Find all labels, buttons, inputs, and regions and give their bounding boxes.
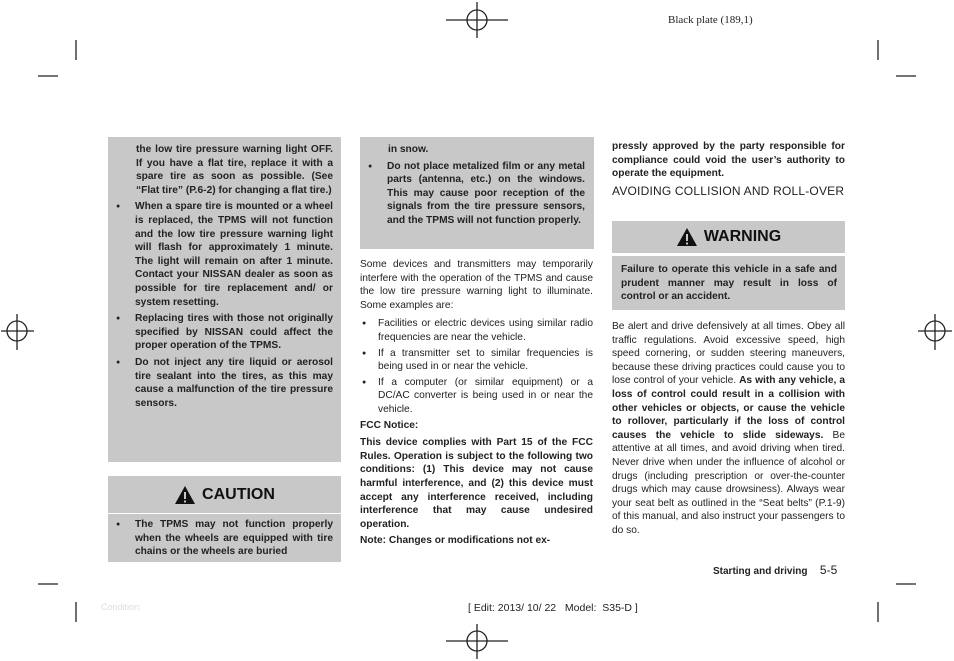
interference-intro: Some devices and transmitters may temporarily interfere with the operation of the TPMS and cause the low tire pressure warning light to illuminate. Some examples are:: [360, 259, 593, 311]
plate-label: Black plate (189,1): [668, 14, 753, 26]
continued-text: the low tire pressure warning light OFF. If you have a flat tire, replace it with a spare tire as soon as possible. (See “Flat tire” (P.6-2) for changing a flat tire.): [136, 144, 333, 196]
page-number: 5-5: [819, 563, 838, 577]
paragraph-bold-text: As with any vehicle, a loss of control could result in a collision with other vehicles or objects, or cause the vehicle to rollover, particularly if the loss of control causes the vehicle to slide sideways.: [612, 375, 845, 441]
list-item: ● When a spare tire is mounted or a wheel is replaced, the TPMS will not function and the low tire pressure warning light will flash for approximately 1 minute. The light will remain on after 1 minute. Contact your NISSAN dealer as soon as possible for tire replacement and/ or system resetting.: [108, 200, 333, 309]
paragraph-tail-text: Be attentive at all times, and avoid driving when tired. Never drive when under the influence of alcohol or drugs (including prescription or over-the-counter drugs which may cause drowsiness). Always wear your seat belt as outlined in the “Seat belts” (P.1-9) of this manual, and also instruct your passengers to do so.: [612, 429, 845, 536]
metal-film-list: [360, 160, 585, 228]
fcc-body: This device complies with Part 15 of the FCC Rules. Operation is subject to the following two conditions: (1) This device may not cause harmful interference, and (2) this device must accept any interference received, including interference that may cause undesired operation.: [360, 437, 593, 530]
list-item: ● Replacing tires with those not originally specified by NISSAN could affect the proper operation of the TPMS.: [108, 312, 333, 353]
list-item: ● Facilities or electric devices using similar radio frequencies are near the vehicle.: [360, 317, 593, 344]
fcc-continued: pressly approved by the party responsible for compliance could void the user’s authority to operate the equipment.: [612, 141, 845, 180]
list-item: ● Do not place metalized film or any metal parts (antenna, etc.) on the windows. This may cause poor reception of the signals from the tire pressure sensors, and the TPMS will not function properly.: [360, 160, 585, 228]
list-item: ● If a computer (or similar equipment) or a DC/AC converter is being used in or near the vehicle.: [360, 376, 593, 417]
fcc-title: FCC Notice:: [360, 419, 419, 431]
section-heading: AVOIDING COLLISION AND ROLL-OVER: [612, 184, 845, 198]
caution-title: CAUTION: [202, 485, 275, 503]
interference-section: [360, 258, 593, 548]
paragraph-text: Be alert and drive defensively at all times. Obey all traffic regulations. Avoid excessive speed, high speed cornering, or sudden steering maneuvers, because these driving practices could cause you to lose control of your vehicle.: [612, 321, 845, 387]
condition-label: Condition:: [101, 602, 142, 612]
warning-title: WARNING: [703, 228, 782, 245]
continued-text: in snow.: [388, 144, 429, 155]
warning-header: [612, 221, 845, 253]
edit-info: [ Edit: 2013/ 10/ 22 Model: S35-D ]: [468, 602, 638, 614]
tpms-notes-box: [108, 137, 341, 462]
list-item: ● The TPMS may not function properly when the wheels are equipped with tire chains or the wheels are buried: [108, 518, 333, 559]
collision-paragraph: [612, 320, 845, 538]
warning-triangle-icon: [174, 484, 196, 506]
warning-body: Failure to operate this vehicle in a safe and prudent manner may result in loss of control or an accident.: [612, 256, 845, 310]
tpms-bullet-list: [108, 200, 333, 410]
warning-triangle-icon: [676, 226, 698, 248]
caution-list: [108, 518, 333, 559]
interference-examples: [360, 317, 593, 416]
section-footer: [713, 561, 837, 579]
caution-header: [108, 476, 341, 513]
list-item: ● Do not inject any tire liquid or aerosol tire sealant into the tires, as this may cause a malfunction of the tire pressure sensors.: [108, 356, 333, 410]
caution-body: [108, 514, 341, 562]
list-item: ● If a transmitter set to similar frequencies is being used in or near the vehicle.: [360, 347, 593, 374]
fcc-note: Note: Changes or modifications not ex-: [360, 535, 551, 547]
section-name: Starting and driving: [713, 566, 808, 577]
metal-film-box: [360, 137, 594, 249]
